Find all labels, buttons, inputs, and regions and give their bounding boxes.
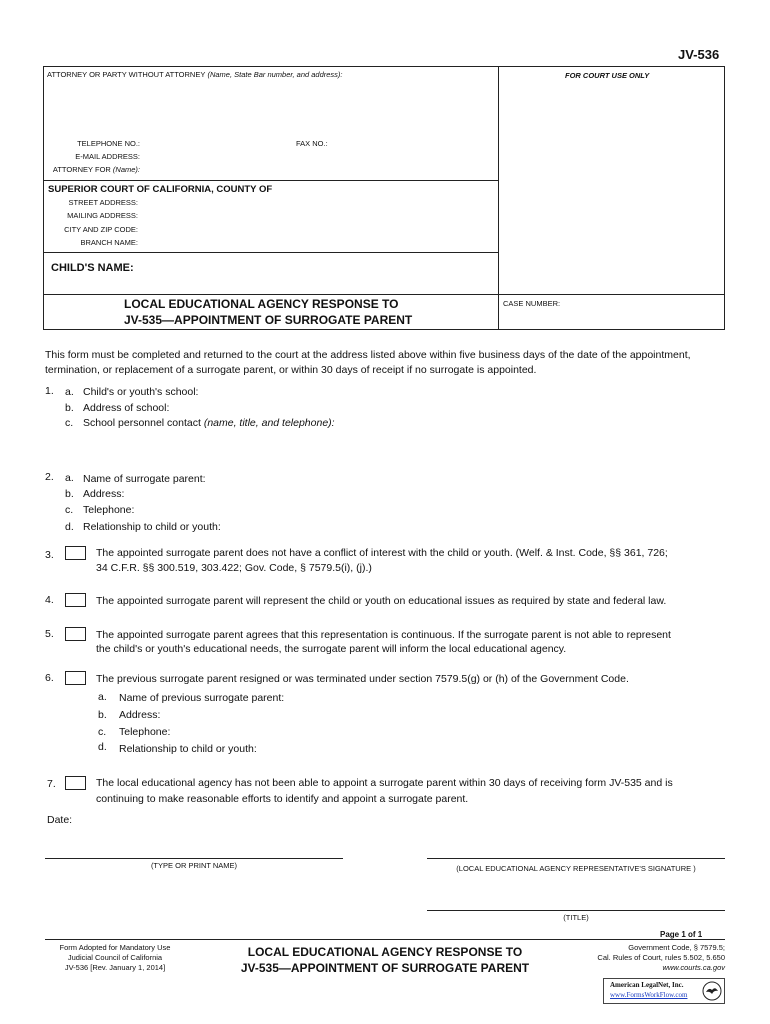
- page-number: Page 1 of 1: [660, 930, 703, 939]
- caption-rule: [44, 252, 498, 253]
- date-label: Date:: [47, 814, 73, 826]
- item1-b-letter: b.: [65, 402, 74, 414]
- signature-line[interactable]: [427, 858, 725, 859]
- item3-number: 3.: [45, 549, 54, 561]
- item7-text-line1: The local educational agency has not been able to appoint a surrogate parent within 30 days of receiving form JV-535 and is: [96, 777, 673, 789]
- item2-c-text: Telephone:: [83, 504, 135, 516]
- logo-company: American LegalNet, Inc.: [610, 981, 684, 989]
- caption-box: [43, 66, 725, 330]
- footer-right: Government Code, § 7579.5; Cal. Rules of Court, rules 5.502, 5.650 www.courts.ca.gov: [597, 943, 725, 972]
- item6-c-letter: c.: [98, 726, 107, 738]
- footer-left: Form Adopted for Mandatory Use Judicial Council of California JV-536 [Rev. January 1, 2014]: [59, 943, 171, 972]
- form-title: LOCAL EDUCATIONAL AGENCY RESPONSE TO JV-535—APPOINTMENT OF SURROGATE PARENT: [124, 297, 413, 327]
- item1-a-text: Child's or youth's school:: [83, 386, 199, 398]
- footer-rule: [45, 939, 725, 940]
- item5-text-line2: the child's or youth's educational needs, the surrogate parent will inform the local educational agency.: [96, 643, 567, 655]
- item5-text-line1: The appointed surrogate parent agrees that this representation is continuous. If the surrogate parent is not able to represent: [96, 629, 671, 641]
- item4-number: 4.: [45, 594, 54, 606]
- street-label: STREET ADDRESS:: [68, 198, 138, 207]
- item1-a-letter: a.: [65, 386, 74, 398]
- city-zip-label: CITY AND ZIP CODE:: [64, 225, 138, 234]
- item4-checkbox[interactable]: [65, 593, 86, 607]
- eagle-seal-icon: [702, 981, 722, 1001]
- type-name-line[interactable]: [45, 858, 343, 859]
- item2-d-text: Relationship to child or youth:: [83, 521, 221, 533]
- title-label: (TITLE): [563, 913, 589, 922]
- item2-a-letter: a.: [65, 472, 74, 484]
- case-number-label: CASE NUMBER:: [503, 299, 561, 308]
- item6-b-text: Address:: [119, 709, 161, 721]
- item6-b-letter: b.: [98, 709, 107, 721]
- item2-b-letter: b.: [65, 488, 74, 500]
- attorney-for-label: ATTORNEY FOR (Name):: [52, 165, 140, 174]
- item6-checkbox[interactable]: [65, 671, 86, 685]
- caption-rule: [44, 294, 725, 295]
- intro-text: This form must be completed and returned to the court at the address listed above within five business days of the date of the appointment, termination, or replacement of a surrogate parent, or within 30 days of receipt if no surrogate is appointed.: [45, 349, 691, 376]
- item3-text-line2: 34 C.F.R. §§ 300.519, 303.422; Gov. Code, § 7579.5(i), (j).): [96, 562, 372, 574]
- item6-number: 6.: [45, 672, 54, 684]
- mailing-label: MAILING ADDRESS:: [67, 211, 138, 220]
- attorney-label: ATTORNEY OR PARTY WITHOUT ATTORNEY (Name, State Bar number, and address):: [47, 70, 343, 79]
- item6-c-text: Telephone:: [119, 726, 171, 738]
- form-number: JV-536: [678, 47, 720, 62]
- caption-divider: [498, 67, 499, 330]
- item6-text-line1: The previous surrogate parent resigned or was terminated under section 7579.5(g) or (h) of the Government Code.: [96, 673, 629, 685]
- item2-number: 2.: [45, 471, 54, 483]
- item1-c-letter: c.: [65, 417, 74, 429]
- item2-d-letter: d.: [65, 521, 74, 533]
- item3-checkbox[interactable]: [65, 546, 86, 560]
- fax-label: FAX NO.:: [296, 139, 328, 148]
- logo-url[interactable]: www.FormsWorkFlow.com: [610, 991, 688, 999]
- item6-a-letter: a.: [98, 691, 107, 703]
- item2-b-text: Address:: [83, 488, 125, 500]
- item6-d-letter: d.: [98, 741, 107, 753]
- item6-d-text: Relationship to child or youth:: [119, 743, 257, 755]
- item4-text-line1: The appointed surrogate parent will represent the child or youth on educational issues as required by state and federal law.: [96, 595, 667, 607]
- type-name-label: (TYPE OR PRINT NAME): [150, 861, 238, 870]
- branch-label: BRANCH NAME:: [80, 238, 138, 247]
- item6-a-text: Name of previous surrogate parent:: [119, 692, 285, 704]
- email-label: E-MAIL ADDRESS:: [75, 152, 140, 161]
- court-use-label: FOR COURT USE ONLY: [565, 71, 650, 80]
- item2-a-text: Name of surrogate parent:: [83, 473, 206, 485]
- telephone-label: TELEPHONE NO.:: [77, 139, 140, 148]
- item2-c-letter: c.: [65, 504, 74, 516]
- item7-text-line2: continuing to make reasonable efforts to identify and appoint a surrogate parent.: [96, 793, 469, 805]
- item1-number: 1.: [45, 385, 54, 397]
- item7-checkbox[interactable]: [65, 776, 86, 790]
- item1-c-text: School personnel contact (name, title, and telephone):: [83, 417, 335, 429]
- legalnet-logo: [603, 978, 725, 1004]
- item5-checkbox[interactable]: [65, 627, 86, 641]
- item3-text-line1: The appointed surrogate parent does not have a conflict of interest with the child or youth. (Welf. & Inst. Code, §§ 361, 726;: [96, 547, 668, 559]
- item5-number: 5.: [45, 628, 54, 640]
- footer-title: LOCAL EDUCATIONAL AGENCY RESPONSE TO JV-535—APPOINTMENT OF SURROGATE PARENT: [240, 945, 530, 975]
- caption-rule: [44, 180, 498, 181]
- signature-label: (LOCAL EDUCATIONAL AGENCY REPRESENTATIVE'S SIGNATURE ): [456, 864, 696, 873]
- title-line[interactable]: [427, 910, 725, 911]
- childs-name-label: CHILD'S NAME:: [51, 262, 134, 274]
- item1-b-text: Address of school:: [83, 402, 170, 414]
- item7-number: 7.: [47, 778, 56, 790]
- court-title: SUPERIOR COURT OF CALIFORNIA, COUNTY OF: [48, 184, 273, 195]
